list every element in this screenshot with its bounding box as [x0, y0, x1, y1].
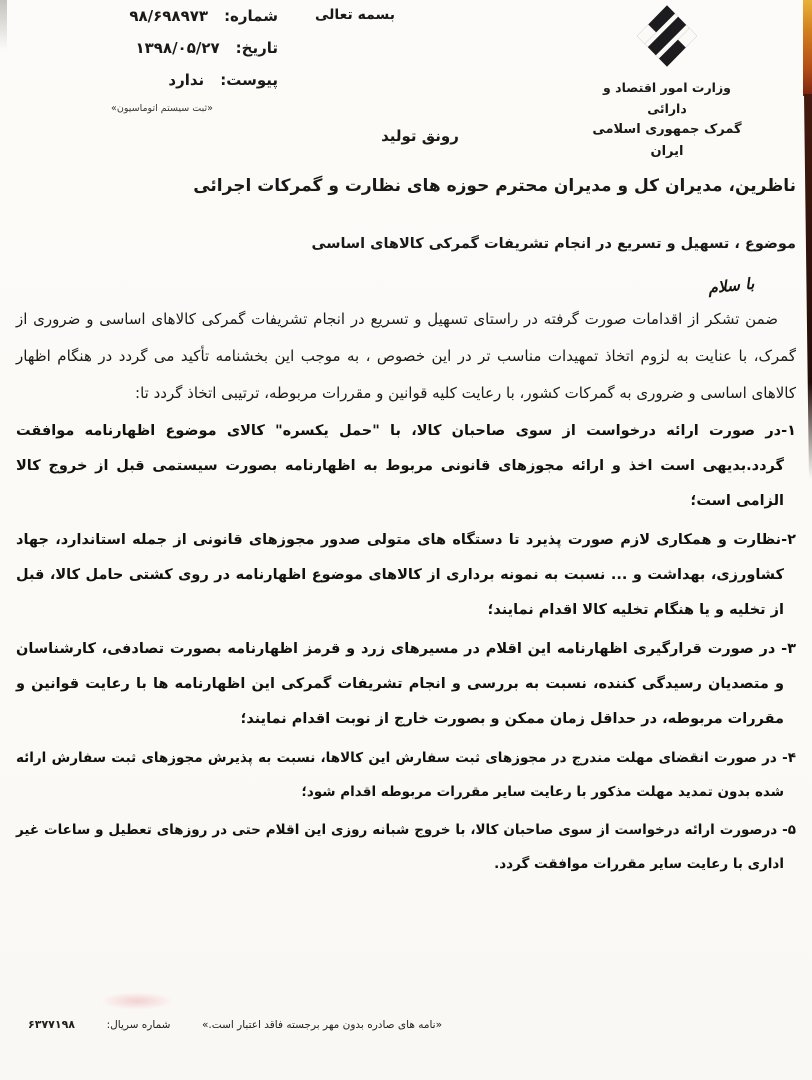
customs-emblem-icon	[631, 4, 703, 68]
directive-item-2: ۲-نظارت و همکاری لازم صورت پذیرد تا دستگاه های متولی صدور مجوزهای قانونی از جمله استاندارد، جهاد کشاورزی، بهداشت و ... نسبت به نمونه برداری از کالاهای موضوع اظهارنامه در روی کشتی حامل کالا، قبل از تخلیه و یا هنگام تخلیه کالا اقدام نمایند؛	[16, 532, 796, 618]
directive-item-3: ۳- در صورت قرارگیری اظهارنامه این اقلام در مسیرهای زرد و قرمز اظهارنامه بصورت تصادفی، کارشناسان و متصدیان رسیدگی کننده، نسبت به بررسی و انجام تشریفات گمرکی این اظهارنامه ها با رعایت قوانین و مقررات مربوطه، در حداقل زمان ممکن و بصورت خارج از نوبت اقدام نمایند؛	[16, 641, 796, 727]
year-slogan: رونق تولید	[381, 127, 459, 145]
date-value: ۱۳۹۸/۰۵/۲۷	[135, 39, 220, 57]
scan-edge-artifact-dark	[804, 94, 812, 479]
scan-smudge-artifact	[100, 992, 174, 1010]
validity-note: «نامه های صادره بدون مهر برجسته فاقد اعتبار است.»	[202, 1019, 442, 1031]
directive-item-4: ۴- در صورت انقضای مهلت مندرج در مجوزهای ثبت سفارش این کالاها، نسبت به پذیرش مجوزهای ثبت سفارش ارائه شده بدون تمدید مهلت مذکور با رعایت سایر مقررات مربوطه اقدام شود؛	[16, 750, 796, 800]
automation-registration-note: «ثبت سیستم اتوماسیون»	[111, 103, 213, 114]
attachment-row	[46, 71, 278, 89]
customs-org-name: گمرک جمهوری اسلامی ایران	[592, 122, 742, 159]
letterhead-org-block	[588, 4, 746, 163]
letter-footer	[28, 1018, 442, 1031]
intro-paragraph: ضمن تشکر از اقدامات صورت گرفته در راستای تسهیل و تسریع در انجام تشریفات گمرکی کالاهای اساسی و ضروری از گمرک، با عنایت به لزوم اتخاذ تمهیدات مناسب تر در این خصوص ، به موجب این بخشنامه تأکید می گردد در هنگام اظهار کالاهای اساسی و ضروری به گمرکات کشور، با رعایت کلیه قوانین و مقررات مربوطه، ترتیبی اتخاذ گردد تا:	[16, 310, 796, 402]
salutation-handwritten: با سلام	[706, 274, 755, 298]
directive-item-1: ۱-در صورت ارائه درخواست از سوی صاحبان کالا، با "حمل یکسره" کالای موضوع اظهارنامه موافقت گردد.بدیهی است اخذ و ارائه مجوزهای قانونی مربوط به اظهارنامه بصورت سیستمی قبل از خروج کالا الزامی است؛	[16, 423, 796, 509]
date-label: تاریخ:	[235, 39, 278, 57]
serial-number-label: شماره سریال:	[106, 1019, 171, 1031]
letter-body	[16, 301, 796, 885]
subject-line: موضوع ، تسهیل و تسریع در انجام تشریفات گمرکی کالاهای اساسی	[311, 236, 796, 252]
directive-item-5: ۵- درصورت ارائه درخواست از سوی صاحبان کالا، با خروج شبانه روزی این اقلام حتی در روزهای تعطیل و ساعات غیر اداری با رعایت سایر مقررات موافقت گردد.	[16, 822, 796, 872]
scan-corner-artifact	[0, 0, 7, 50]
attachment-value: ندارد	[168, 71, 205, 89]
addressee-line: ناظرین، مدیران کل و مدیران محترم حوزه های نظارت و گمرکات اجرائی	[193, 176, 796, 196]
serial-number-value: ۶۳۷۷۱۹۸	[28, 1018, 76, 1031]
ref-number-value: ۹۸/۶۹۸۹۷۳	[129, 7, 209, 25]
bismillah-text: بسمه تعالی	[314, 7, 396, 23]
scan-edge-artifact-orange	[803, 0, 812, 96]
ref-number-row	[46, 7, 278, 25]
letter-meta-block	[46, 7, 278, 114]
ministry-name: وزارت امور اقتصاد و دارائی	[603, 80, 731, 116]
ref-number-label: شماره:	[224, 7, 278, 25]
attachment-label: پیوست:	[220, 71, 278, 89]
date-row	[46, 39, 278, 57]
